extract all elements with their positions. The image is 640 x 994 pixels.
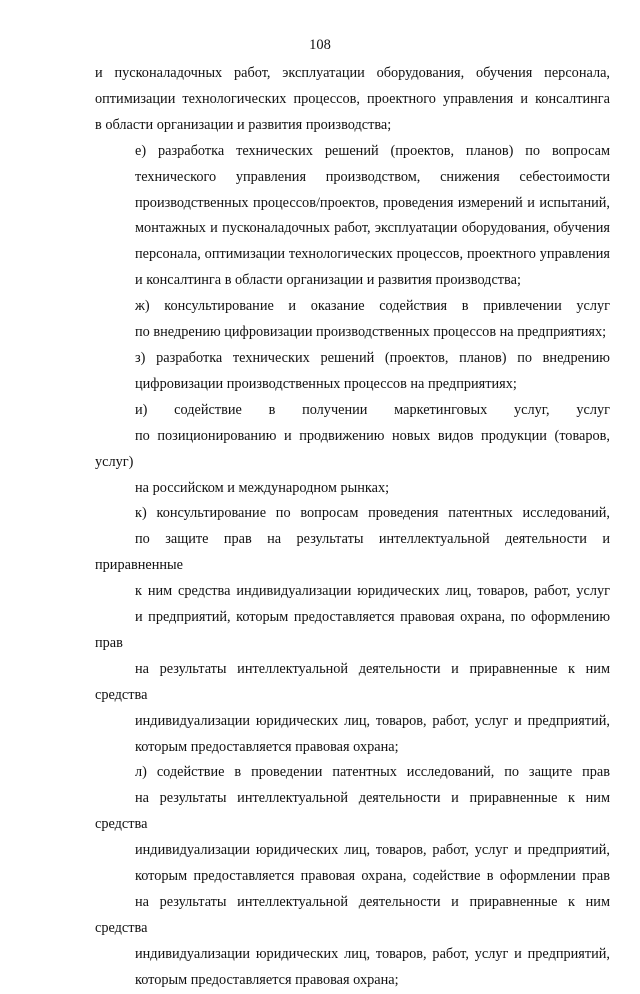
text-line: которым предоставляется правовая охрана; <box>135 738 399 755</box>
text-line: на результаты интеллектуальной деятельности и приравненные к ним средства <box>95 790 610 833</box>
paragraph <box>95 398 610 502</box>
text-line: и предприятий, которым предоставляется правовая охрана, по оформлению прав <box>95 609 610 651</box>
text-line: по позиционированию и продвижению новых видов продукции (товаров, услуг) <box>95 427 610 470</box>
text-line: в области организации и развития производства; <box>95 116 392 133</box>
text-line: и) содействие в получении маркетинговых услуг, услуг <box>135 401 610 418</box>
text-line: е) разработка технических решений (проектов, планов) по вопросам <box>135 142 610 159</box>
text-line: и консалтинга в области организации и развития производства; <box>135 272 521 289</box>
text-line: на результаты интеллектуальной деятельности и приравненные к ним средства <box>95 894 610 936</box>
text-line: индивидуализации юридических лиц, товаров, работ, услуг и предприятий, <box>135 945 610 962</box>
text-line: персонала, оптимизации технологических процессов, проектного управления <box>135 246 610 263</box>
paragraph <box>95 501 610 760</box>
text-line: на результаты интеллектуальной деятельности и приравненные к ним средства <box>95 660 610 703</box>
text-line: на российском и международном рынках; <box>135 479 390 496</box>
text-line: индивидуализации юридических лиц, товаров, работ, услуг и предприятий, <box>135 842 610 859</box>
text-line: которым предоставляется правовая охрана, содействие в оформлении прав <box>135 868 610 885</box>
text-line: по внедрению цифровизации производственных процессов на предприятиях; <box>135 324 607 341</box>
text-line: технического управления производством, снижения себестоимости <box>135 168 610 185</box>
text-line: производственных процессов/проектов, проведения измерений и испытаний, <box>135 194 610 211</box>
text-line: к ним средства индивидуализации юридических лиц, товаров, работ, услуг <box>135 583 610 600</box>
page-number: 108 <box>309 37 331 53</box>
text-line: цифровизации производственных процессов на предприятиях; <box>135 375 517 392</box>
text-line: з) разработка технических решений (проектов, планов) по внедрению <box>135 349 610 366</box>
paragraph <box>95 139 610 294</box>
paragraph <box>95 760 610 993</box>
text-line: по защите прав на результаты интеллектуальной деятельности и приравненные <box>95 531 610 574</box>
paragraph <box>95 61 610 139</box>
text-line: к) консультирование по вопросам проведения патентных исследований, <box>135 505 610 522</box>
document-body <box>95 61 610 994</box>
text-line: ж) консультирование и оказание содействия в привлечении услуг <box>135 298 610 315</box>
text-line: оптимизации технологических процессов, проектного управления и консалтинга <box>95 90 610 107</box>
paragraph <box>95 346 610 398</box>
text-line: монтажных и пусконаладочных работ, эксплуатации оборудования, обучения <box>135 220 610 237</box>
text-line: индивидуализации юридических лиц, товаров, работ, услуг и предприятий, <box>135 712 610 729</box>
text-line: которым предоставляется правовая охрана; <box>135 971 399 988</box>
text-line: л) содействие в проведении патентных исследований, по защите прав <box>135 764 610 781</box>
text-line: и пусконаладочных работ, эксплуатации оборудования, обучения персонала, <box>95 65 610 81</box>
paragraph <box>95 294 610 346</box>
